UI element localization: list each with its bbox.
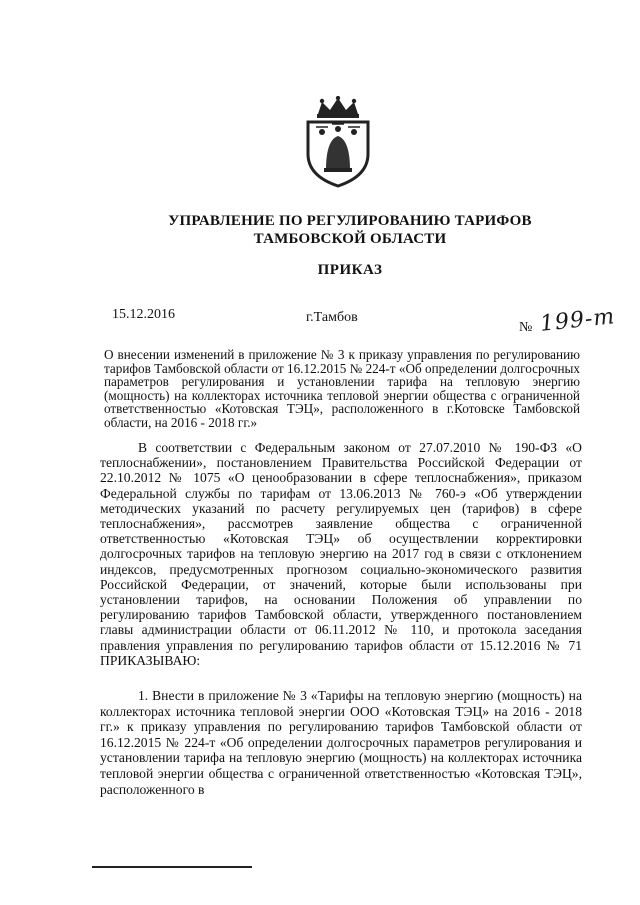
organization-name — [100, 212, 600, 248]
order-subject: О внесении изменений в приложение № 3 к приказу управления по регулированию тарифов Тамбовской области от 16.12.2015 № 224-т «Об определении долгосрочных параметров регулирования и установлении тарифа на тепловую энергию (мощность) на коллекторах источника тепловой энергии общества с ограниченной ответственностью «Котовская ТЭЦ», расположенного в г.Котовске Тамбовской области, на 2016 - 2018 гг.» — [104, 347, 580, 430]
preamble-text: В соответствии с Федеральным законом от 27.07.2010 № 190-ФЗ «О теплоснабжении», постановлением Правительства Российской Федерации от 22.10.2012 № 1075 «О ценообразовании в сфере теплоснабжения», приказом Федеральной службы по тарифам от 13.06.2013 № 760-э «Об утверждении методических указаний по расчету регулируемых цен (тарифов) в сфере теплоснабжения», рассмотрев заявление общества с ограниченной ответственностью «Котовская ТЭЦ» об осуществлении корректировки долгосрочных тарифов на тепловую энергию на 2017 год в связи с отклонением индексов, предусмотренных прогнозом социально-экономического развития Российской Федерации, от значений, которые были использованы при установлении тарифов, на основании Положения об управлении по регулированию тарифов Тамбовской области, утвержденного постановлением главы администрации области от 06.11.2012 № 110, и протокола заседания правления управления по регулированию тарифов области от 15.12.2016 № 71 ПРИКАЗЫВАЮ: — [100, 440, 582, 668]
footer-divider — [92, 866, 252, 868]
organization-line-1: УПРАВЛЕНИЕ ПО РЕГУЛИРОВАНИЮ ТАРИФОВ — [168, 213, 532, 229]
document-date: 15.12.2016 — [112, 307, 175, 322]
order-item-1 — [100, 688, 582, 797]
order-preamble — [100, 440, 582, 668]
document-city: г.Тамбов — [306, 310, 358, 325]
coat-of-arms-icon — [300, 96, 376, 188]
organization-line-2: ТАМБОВСКОЙ ОБЛАСТИ — [253, 231, 447, 247]
item-1-text: 1. Внести в приложение № 3 «Тарифы на тепловую энергию (мощность) на коллекторах источника тепловой энергии ООО «Котовская ТЭЦ» на 2016 - 2018 гг.» к приказу управления по регулированию тарифов Тамбовской области от 16.12.2015 № 224-т «Об определении долгосрочных параметров регулирования и установлении тарифа на тепловую энергию (мощность) на коллекторах источника тепловой энергии общества с ограниченной ответственностью «Котовская ТЭЦ», расположенного в — [100, 688, 582, 797]
document-type: ПРИКАЗ — [317, 262, 383, 278]
number-sign: № — [519, 320, 533, 335]
handwritten-number: 199-т — [538, 304, 617, 337]
